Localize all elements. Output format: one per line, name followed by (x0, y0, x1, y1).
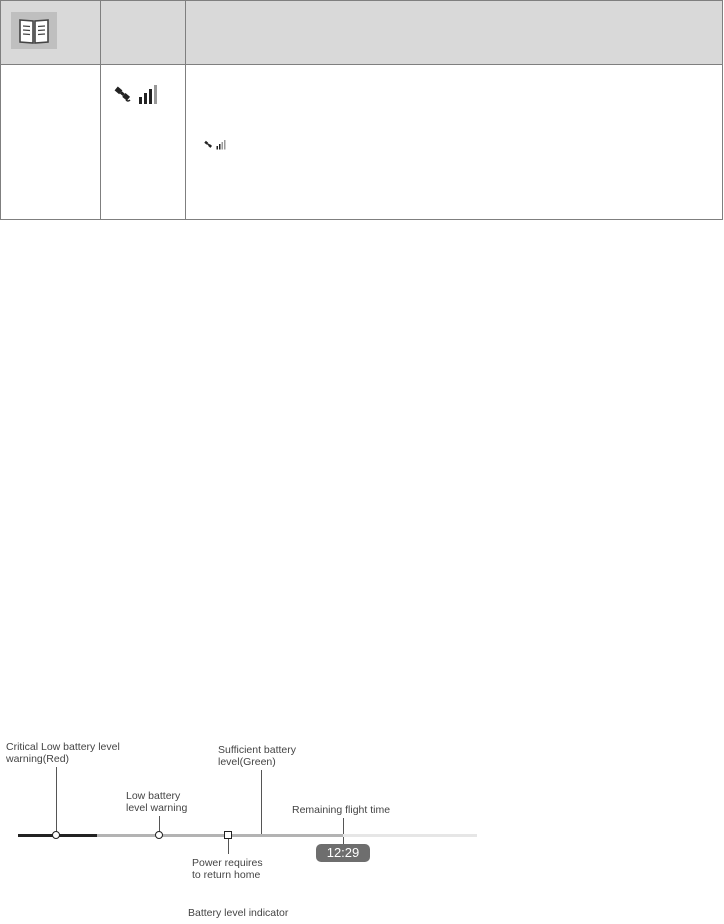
book-icon (11, 12, 57, 49)
critical-low-label: Critical Low battery level warning(Red) (6, 741, 120, 765)
return-home-label: Power requires to return home (192, 857, 263, 881)
battery-level-diagram (0, 730, 724, 924)
remaining-time-badge: 12:29 (316, 844, 370, 862)
gps-signal-small-icon (203, 138, 229, 156)
battery-track-rest (343, 834, 477, 837)
remaining-leader-line (343, 818, 344, 844)
table-border-left (0, 0, 1, 220)
table-border-top (0, 0, 723, 1)
gps-signal-icon (112, 84, 164, 111)
sufficient-leader-line (261, 770, 262, 834)
sufficient-label: Sufficient battery level(Green) (218, 744, 297, 768)
critical-marker (52, 831, 60, 839)
info-table (0, 0, 723, 220)
low-battery-label: Low battery level warning (126, 790, 188, 814)
low-battery-marker (155, 831, 163, 839)
table-divider-1 (100, 0, 101, 220)
diagram-caption: Battery level indicator (188, 907, 289, 919)
return-home-marker (224, 831, 232, 839)
table-header-divider (0, 64, 723, 65)
remaining-time-label: Remaining flight time (292, 804, 391, 816)
critical-leader-line (56, 767, 57, 835)
table-border-right (722, 0, 723, 220)
return-leader-line (228, 838, 229, 854)
table-divider-2 (185, 0, 186, 220)
table-header-row (0, 0, 723, 64)
battery-track (97, 834, 343, 837)
table-border-bottom (0, 219, 723, 220)
